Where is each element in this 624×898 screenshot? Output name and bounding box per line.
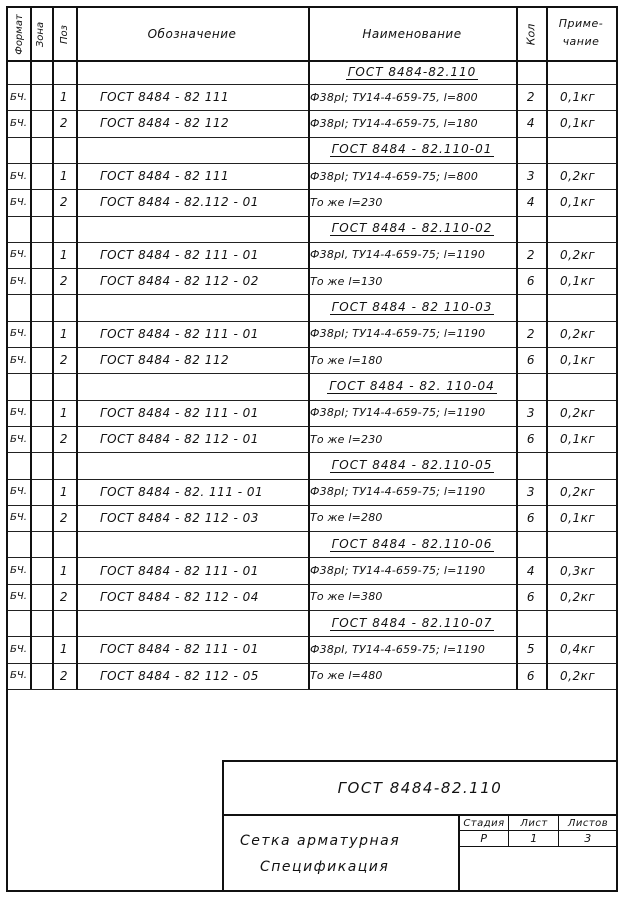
cell-name: Ф38рI; ТУ14-4-659-75; l=800 [310, 169, 479, 183]
section-title-text: ГОСТ 8484 - 82.110-06 [331, 536, 493, 551]
title-line1: Сетка арматурная [240, 833, 401, 849]
cell-qty: 6 [526, 274, 536, 289]
cell-name: Ф38рI, ТУ14-4-659-75; l=1190 [310, 248, 486, 262]
cell-qty: 4 [526, 195, 536, 210]
cell-format: БЧ. [10, 565, 27, 577]
cell-format: БЧ. [10, 512, 27, 524]
header-note-line2: чание [562, 34, 600, 48]
cell-format: БЧ. [10, 670, 27, 682]
sheets-value: 3 [584, 831, 592, 845]
cell-qty: 6 [526, 510, 536, 525]
cell-pos: 2 [59, 432, 69, 447]
cell-pos: 2 [59, 274, 69, 289]
cell-note: 0,1кг [560, 195, 596, 210]
column-divider [76, 8, 78, 689]
cell-format: БЧ. [10, 328, 27, 340]
cell-name: То же l=180 [310, 353, 383, 367]
cell-format: БЧ. [10, 117, 27, 129]
cell-pos: 1 [59, 326, 69, 341]
cell-pos: 2 [59, 195, 69, 210]
cell-format: БЧ. [10, 170, 27, 182]
cell-designation: ГОСТ 8484 - 82 111 - 01 [100, 642, 259, 657]
cell-qty: 6 [526, 432, 536, 447]
header-pos: Поз [58, 24, 70, 44]
cell-note: 0,2кг [560, 668, 596, 683]
cell-pos: 2 [59, 116, 69, 131]
cell-qty: 4 [526, 563, 536, 578]
cell-designation: ГОСТ 8484 - 82 111 [100, 169, 230, 184]
section-title [308, 452, 516, 478]
section-title-text: ГОСТ 8484 - 82.110-01 [331, 142, 493, 157]
cell-designation: ГОСТ 8484 - 82 112 [100, 116, 230, 131]
cell-note: 0,1кг [560, 510, 596, 525]
cell-format: БЧ. [10, 91, 27, 103]
cell-qty: 3 [526, 405, 536, 420]
stage-value: Р [480, 831, 488, 845]
cell-format: БЧ. [10, 196, 27, 208]
section-title-text: ГОСТ 8484 - 82.110-02 [331, 221, 493, 236]
cell-name: Ф38рI; ТУ14-4-659-75; l=1190 [310, 564, 486, 578]
cell-designation: ГОСТ 8484 - 82 112 - 01 [100, 432, 259, 447]
specification-sheet [6, 6, 618, 892]
cell-note: 0,2кг [560, 169, 596, 184]
sheet-label: Лист [520, 817, 548, 829]
header-zone: Зона [35, 21, 47, 47]
cell-designation: ГОСТ 8484 - 82 112 [100, 353, 230, 368]
cell-qty: 6 [526, 353, 536, 368]
cell-qty: 2 [526, 326, 536, 341]
cell-pos: 2 [59, 510, 69, 525]
cell-format: БЧ. [10, 433, 27, 445]
cell-qty: 2 [526, 247, 536, 262]
header-qty: Кол [524, 23, 538, 45]
cell-note: 0,1кг [560, 116, 596, 131]
cell-pos: 1 [59, 247, 69, 262]
cell-qty: 2 [526, 90, 536, 105]
cell-name: То же l=480 [310, 669, 383, 683]
cell-qty: 3 [526, 169, 536, 184]
cell-designation: ГОСТ 8484 - 82 112 - 04 [100, 589, 259, 604]
cell-name: Ф38рI; ТУ14-4-659-75; l=1190 [310, 406, 486, 420]
sheet-value: 1 [530, 831, 538, 845]
header-name: Наименование [362, 27, 462, 41]
cell-designation: ГОСТ 8484 - 82 111 - 01 [100, 563, 259, 578]
cell-qty: 5 [526, 642, 536, 657]
cell-name: Ф38рI; ТУ14-4-659-75, l=180 [310, 116, 478, 130]
cell-format: БЧ. [10, 354, 27, 366]
cell-note: 0,1кг [560, 274, 596, 289]
cell-designation: ГОСТ 8484 - 82.112 - 01 [100, 195, 259, 210]
cell-designation: ГОСТ 8484 - 82 111 [100, 90, 230, 105]
cell-pos: 1 [59, 90, 69, 105]
cell-designation: ГОСТ 8484 - 82 112 - 05 [100, 668, 259, 683]
cell-note: 0,3кг [560, 563, 596, 578]
cell-name: Ф38рI; ТУ14-4-659-75; l=1190 [310, 327, 486, 341]
cell-name: То же l=380 [310, 590, 383, 604]
cell-format: БЧ. [10, 486, 27, 498]
cell-note: 0,1кг [560, 432, 596, 447]
cell-designation: ГОСТ 8484 - 82 112 - 03 [100, 510, 259, 525]
section-title-text: ГОСТ 8484 - 82. 110-04 [329, 378, 495, 393]
section-title [308, 294, 516, 320]
row-divider [8, 689, 616, 690]
cell-note: 0,2кг [560, 589, 596, 604]
cell-note: 0,4кг [560, 642, 596, 657]
sheets-label: Листов [567, 817, 609, 829]
cell-note: 0,2кг [560, 484, 596, 499]
cell-pos: 2 [59, 353, 69, 368]
column-divider [546, 8, 548, 689]
cell-pos: 1 [59, 169, 69, 184]
cell-designation: ГОСТ 8484 - 82 112 - 02 [100, 274, 259, 289]
header-note-line1: Приме- [558, 16, 604, 30]
stage-label: Стадия [463, 817, 505, 829]
section-title: ГОСТ 8484-82.110 [347, 64, 477, 79]
section-title [308, 373, 516, 399]
section-title-text: ГОСТ 8484 - 82.110-05 [331, 457, 493, 472]
cell-name: Ф38рI; ТУ14-4-659-75, l=800 [310, 90, 478, 104]
cell-format: БЧ. [10, 249, 27, 261]
cell-format: БЧ. [10, 643, 27, 655]
header-designation: Обозначение [147, 27, 237, 41]
section-title [308, 216, 516, 242]
cell-name: То же l=280 [310, 511, 383, 525]
cell-designation: ГОСТ 8484 - 82. 111 - 01 [100, 484, 264, 499]
cell-pos: 1 [59, 484, 69, 499]
section-title [308, 531, 516, 557]
cell-name: Ф38рI; ТУ14-4-659-75; l=1190 [310, 485, 486, 499]
title-block-code-box [222, 760, 618, 816]
cell-qty: 4 [526, 116, 536, 131]
cell-note: 0,1кг [560, 90, 596, 105]
title-block-info [222, 814, 618, 892]
cell-designation: ГОСТ 8484 - 82 111 - 01 [100, 326, 259, 341]
section-title-text: ГОСТ 8484 - 82.110-07 [331, 615, 493, 630]
cell-format: БЧ. [10, 275, 27, 287]
cell-pos: 1 [59, 563, 69, 578]
cell-pos: 2 [59, 668, 69, 683]
section-title [308, 610, 516, 636]
cell-format: БЧ. [10, 591, 27, 603]
cell-format: БЧ. [10, 407, 27, 419]
cell-designation: ГОСТ 8484 - 82 111 - 01 [100, 405, 259, 420]
cell-note: 0,1кг [560, 353, 596, 368]
cell-note: 0,2кг [560, 326, 596, 341]
document-code: ГОСТ 8484-82.110 [337, 779, 503, 797]
header-format: Формат [13, 13, 25, 55]
cell-pos: 1 [59, 405, 69, 420]
cell-designation: ГОСТ 8484 - 82 111 - 01 [100, 247, 259, 262]
cell-name: То же l=230 [310, 195, 383, 209]
cell-qty: 3 [526, 484, 536, 499]
cell-name: То же l=130 [310, 274, 383, 288]
cell-qty: 6 [526, 668, 536, 683]
cell-pos: 1 [59, 642, 69, 657]
cell-note: 0,2кг [560, 247, 596, 262]
cell-note: 0,2кг [560, 405, 596, 420]
title-line2: Спецификация [260, 859, 390, 875]
section-title [308, 137, 516, 163]
cell-qty: 6 [526, 589, 536, 604]
section-title-text: ГОСТ 8484 - 82 110-03 [331, 300, 493, 315]
cell-name: То же l=230 [310, 432, 383, 446]
cell-name: Ф38рI, ТУ14-4-659-75; l=1190 [310, 642, 486, 656]
cell-pos: 2 [59, 589, 69, 604]
